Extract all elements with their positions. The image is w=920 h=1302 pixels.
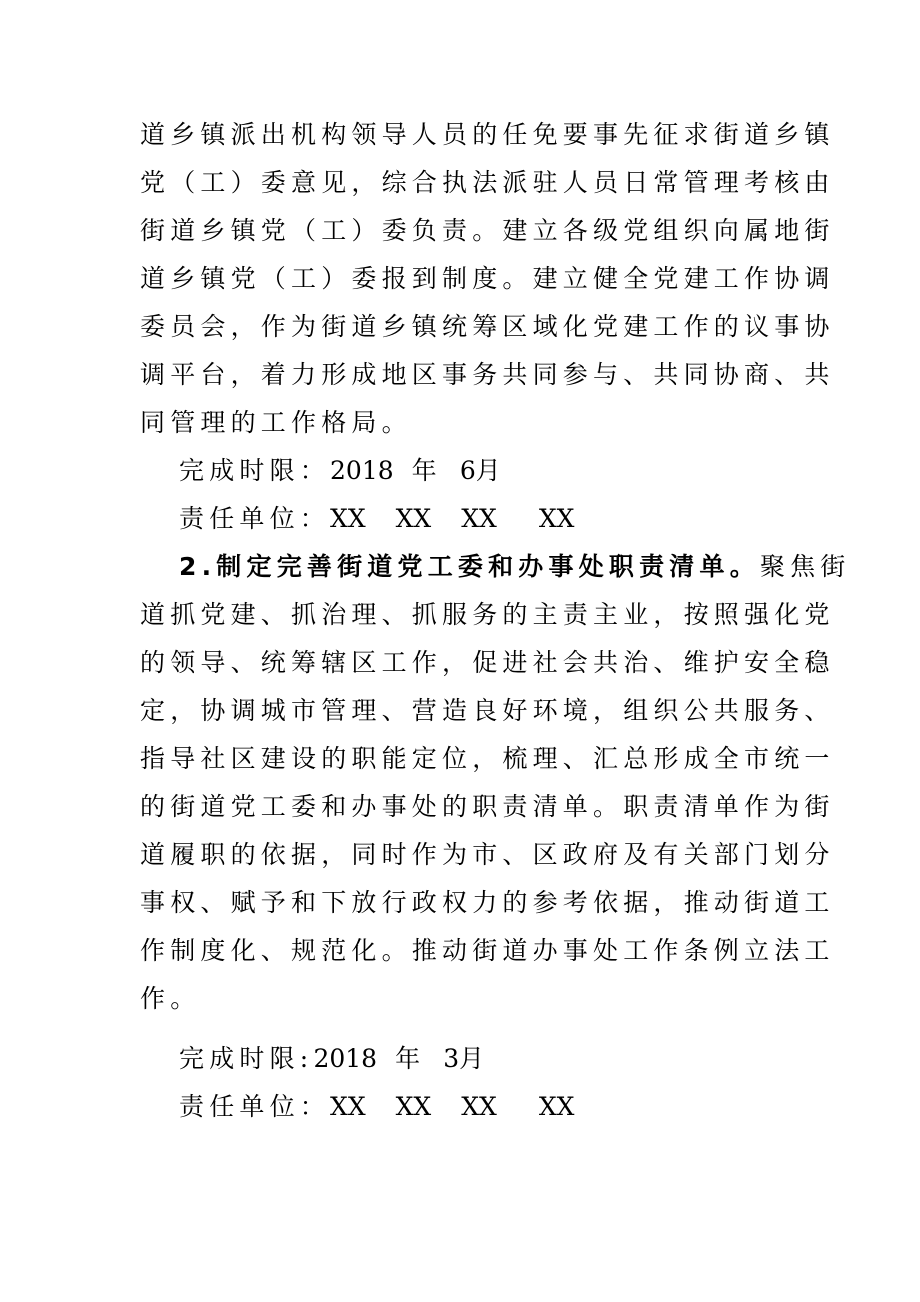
paragraph-line: 作制度化、规范化。推动街道办事处工作条例立法工 [140, 936, 835, 965]
responsible-unit: XX [538, 1092, 575, 1121]
item-heading: 2.制定完善街道党工委和办事处职责清单。 [179, 552, 760, 581]
paragraph-line: 作。 [140, 984, 201, 1013]
deadline-label: 完成时限： [179, 456, 331, 485]
responsible-unit: XX [538, 504, 575, 533]
deadline-month-unit: 月 [475, 456, 506, 485]
paragraph-line: 同管理的工作格局。 [140, 408, 412, 437]
paragraph-line: 街道乡镇党（工）委负责。建立各级党组织向属地街 [140, 216, 835, 245]
item-heading-tail: 聚焦街 [759, 552, 851, 581]
deadline-line [140, 447, 780, 495]
paragraph-line: 调平台，着力形成地区事务共同参与、共同协商、共 [140, 360, 835, 389]
responsible-unit: XX [330, 1092, 366, 1121]
paragraph-line: 委员会，作为街道乡镇统筹区域化党建工作的议事协 [140, 312, 835, 341]
paragraph-line: 事权、赋予和下放行政权力的参考依据，推动街道工 [140, 888, 835, 917]
responsible-unit: XX [395, 1092, 432, 1121]
paragraph-line: 的街道党工委和办事处的职责清单。职责清单作为街 [140, 792, 835, 821]
responsible-unit: XX [461, 504, 497, 533]
deadline-year-unit: 年 [395, 1044, 426, 1073]
deadline-year: 2018 [313, 1044, 378, 1073]
deadline-line [140, 1035, 780, 1083]
responsible-unit: XX [330, 504, 366, 533]
responsible-unit: XX [395, 504, 432, 533]
deadline-label: 完成时限: [179, 1044, 314, 1073]
responsible-label: 责任单位： [179, 504, 331, 533]
responsible-unit: XX [461, 1092, 497, 1121]
paragraph-line: 道乡镇党（工）委报到制度。建立健全党建工作协调 [140, 264, 835, 293]
paragraph-line: 指导社区建设的职能定位，梳理、汇总形成全市统一 [140, 744, 835, 773]
spacer [140, 1023, 780, 1035]
deadline-month-unit: 月 [459, 1044, 490, 1073]
responsible-line [140, 1083, 780, 1131]
paragraph-line: 道乡镇派出机构领导人员的任免要事先征求街道乡镇 [140, 120, 835, 149]
paragraph-line: 的领导、统筹辖区工作，促进社会共治、维护安全稳 [140, 648, 835, 677]
deadline-month: 3 [443, 1044, 460, 1073]
document-body [140, 111, 851, 1131]
item-heading-line [140, 543, 851, 591]
deadline-year-unit: 年 [411, 456, 442, 485]
deadline-year: 2018 [330, 456, 394, 485]
paragraph-line: 道抓党建、抓治理、抓服务的主责主业，按照强化党 [140, 600, 835, 629]
paragraph-line: 道履职的依据，同时作为市、区政府及有关部门划分 [140, 840, 835, 869]
paragraph-line: 党（工）委意见，综合执法派驻人员日常管理考核由 [140, 168, 835, 197]
responsible-label: 责任单位： [179, 1092, 331, 1121]
deadline-month: 6 [459, 456, 476, 485]
paragraph-line: 定，协调城市管理、营造良好环境，组织公共服务、 [140, 696, 835, 725]
responsible-line [140, 495, 780, 543]
